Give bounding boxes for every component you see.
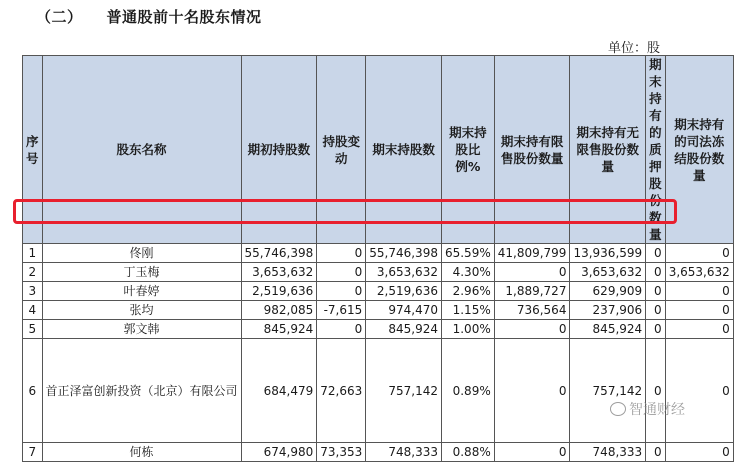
closing-shares: 55,746,398	[366, 244, 442, 263]
restricted-shares: 0	[494, 339, 570, 443]
shareholder-name: 丁玉梅	[42, 263, 241, 282]
pledged-shares: 0	[646, 244, 666, 263]
opening-shares: 684,479	[241, 339, 317, 443]
row-index: 3	[23, 282, 43, 301]
header-cell: 持股变动	[317, 56, 366, 244]
shareholder-name: 首正泽富创新投资（北京）有限公司	[42, 339, 241, 443]
header-cell: 期末持有限售股份数量	[494, 56, 570, 244]
restricted-shares: 41,809,799	[494, 244, 570, 263]
header-cell: 序号	[23, 56, 43, 244]
unrestricted-shares: 757,142	[570, 339, 646, 443]
table-row	[23, 301, 734, 320]
row-index: 2	[23, 263, 43, 282]
pledged-shares: 0	[646, 282, 666, 301]
shareholder-name: 佟刚	[42, 244, 241, 263]
closing-shares: 974,470	[366, 301, 442, 320]
frozen-shares: 3,653,632	[665, 263, 733, 282]
shareholder-name: 郭文韩	[42, 320, 241, 339]
table-row	[23, 339, 734, 443]
share-change: 0	[317, 244, 366, 263]
closing-ratio: 0.88%	[441, 443, 494, 462]
restricted-shares: 0	[494, 263, 570, 282]
table-row	[23, 282, 734, 301]
closing-ratio: 4.30%	[441, 263, 494, 282]
watermark-text: 智通财经	[629, 402, 685, 418]
closing-ratio: 0.89%	[441, 339, 494, 443]
share-change: 0	[317, 320, 366, 339]
unrestricted-shares: 748,333	[570, 443, 646, 462]
unrestricted-shares: 3,653,632	[570, 263, 646, 282]
restricted-shares: 0	[494, 320, 570, 339]
table-row	[23, 443, 734, 462]
watermark	[610, 399, 685, 419]
header-cell: 期末持股比例%	[441, 56, 494, 244]
shareholder-name: 叶春婷	[42, 282, 241, 301]
section-title	[36, 6, 262, 27]
frozen-shares: 0	[665, 339, 733, 443]
section-heading: 普通股前十名股东情况	[106, 8, 262, 26]
pledged-shares: 0	[646, 443, 666, 462]
closing-ratio: 1.15%	[441, 301, 494, 320]
table-row	[23, 263, 734, 282]
opening-shares: 674,980	[241, 443, 317, 462]
closing-shares: 2,519,636	[366, 282, 442, 301]
row-index: 5	[23, 320, 43, 339]
row-index: 4	[23, 301, 43, 320]
opening-shares: 3,653,632	[241, 263, 317, 282]
restricted-shares: 0	[494, 443, 570, 462]
share-change: 0	[317, 263, 366, 282]
header-cell: 期末持有无限售股份数量	[570, 56, 646, 244]
header-cell: 期末持有的质押股份数量	[646, 56, 666, 244]
frozen-shares: 0	[665, 282, 733, 301]
unrestricted-shares: 237,906	[570, 301, 646, 320]
pledged-shares: 0	[646, 301, 666, 320]
closing-ratio: 1.00%	[441, 320, 494, 339]
opening-shares: 2,519,636	[241, 282, 317, 301]
unrestricted-shares: 629,909	[570, 282, 646, 301]
unit-label: 单位：股	[607, 41, 660, 56]
section-number: （二）	[36, 8, 83, 26]
share-change: 0	[317, 282, 366, 301]
header-cell: 股东名称	[42, 56, 241, 244]
pledged-shares: 0	[646, 320, 666, 339]
share-change: -7,615	[317, 301, 366, 320]
frozen-shares: 0	[665, 443, 733, 462]
closing-shares: 845,924	[366, 320, 442, 339]
share-change: 73,353	[317, 443, 366, 462]
closing-shares: 3,653,632	[366, 263, 442, 282]
frozen-shares: 0	[665, 301, 733, 320]
closing-shares: 757,142	[366, 339, 442, 443]
table-row	[23, 244, 734, 263]
unrestricted-shares: 13,936,599	[570, 244, 646, 263]
shareholder-name: 张均	[42, 301, 241, 320]
row-index: 7	[23, 443, 43, 462]
restricted-shares: 1,889,727	[494, 282, 570, 301]
header-row	[23, 56, 734, 244]
unrestricted-shares: 845,924	[570, 320, 646, 339]
opening-shares: 845,924	[241, 320, 317, 339]
header-cell: 期末持有的司法冻结股份数量	[665, 56, 733, 244]
frozen-shares: 0	[665, 320, 733, 339]
row-index: 6	[23, 339, 43, 443]
opening-shares: 55,746,398	[241, 244, 317, 263]
opening-shares: 982,085	[241, 301, 317, 320]
frozen-shares: 0	[665, 244, 733, 263]
closing-ratio: 65.59%	[441, 244, 494, 263]
share-change: 72,663	[317, 339, 366, 443]
row-index: 1	[23, 244, 43, 263]
table-row	[23, 320, 734, 339]
pledged-shares: 0	[646, 263, 666, 282]
closing-ratio: 2.96%	[441, 282, 494, 301]
weibo-logo-icon	[610, 402, 626, 416]
closing-shares: 748,333	[366, 443, 442, 462]
restricted-shares: 736,564	[494, 301, 570, 320]
header-cell: 期初持股数	[241, 56, 317, 244]
shareholder-name: 何栋	[42, 443, 241, 462]
pledged-shares: 0	[646, 339, 666, 443]
header-cell: 期末持股数	[366, 56, 442, 244]
